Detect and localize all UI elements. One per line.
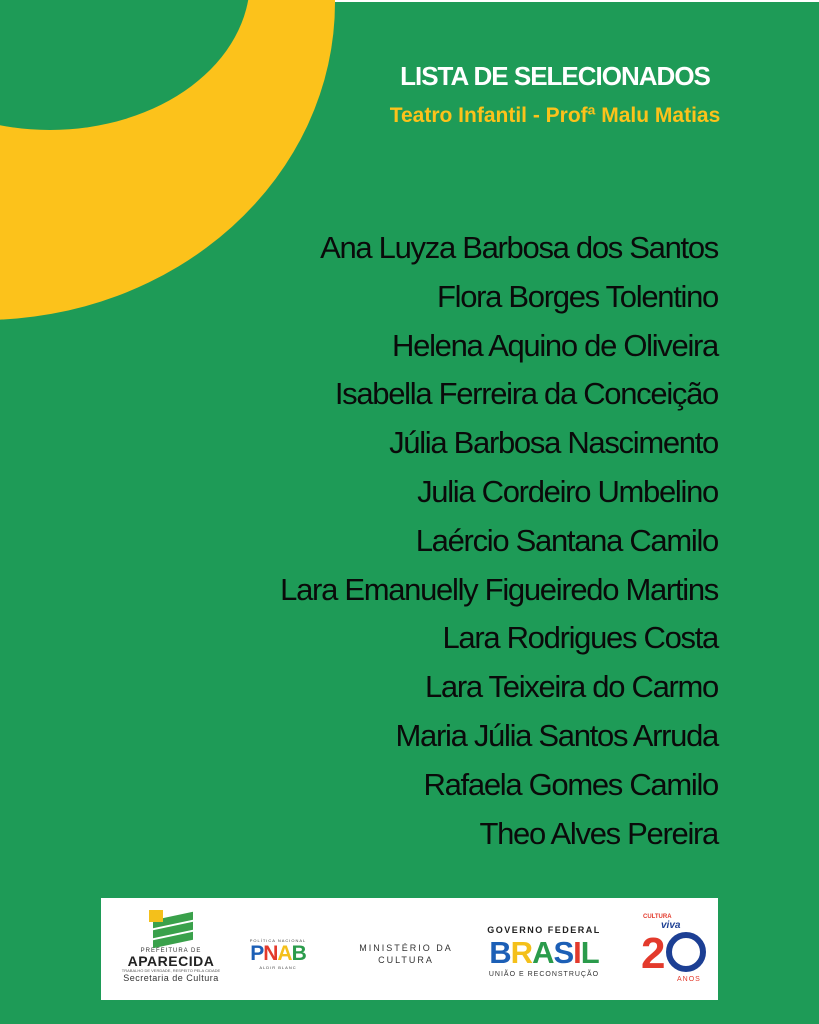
list-item: Isabella Ferreira da Conceição (334, 376, 718, 412)
pnab-logo (243, 938, 313, 970)
list-item: Lara Emanuelly Figueiredo Martins (280, 571, 718, 607)
list-item: Helena Aquino de Oliveira (392, 327, 718, 363)
governo-bottom-text: UNIÃO E RECONSTRUÇÃO (488, 971, 600, 978)
decorative-arc-hole (0, 0, 250, 130)
list-item: Theo Alves Pereira (479, 815, 718, 851)
sponsor-footer (101, 898, 718, 1000)
list-item: Júlia Barbosa Nascimento (389, 425, 718, 461)
cultura-viva-script: viva (661, 920, 681, 931)
pnab-bottom-text: ALDIR BLANC (259, 965, 297, 970)
list-item: Lara Teixeira do Carmo (424, 669, 718, 705)
list-item: Lara Rodrigues Costa (442, 620, 718, 656)
pnab-top-text: POLÍTICA NACIONAL (249, 938, 307, 943)
cultura-viva-zero-icon (666, 932, 706, 972)
aparecida-name: APARECIDA (127, 953, 215, 969)
governo-top-text: GOVERNO FEDERAL (487, 925, 601, 935)
list-item: Julia Cordeiro Umbelino (417, 473, 718, 509)
list-item: Maria Júlia Santos Arruda (395, 717, 718, 753)
header (340, 58, 770, 134)
ministerio-cultura-logo (351, 942, 461, 966)
cultura-viva-anos: ANOS (677, 976, 701, 983)
brasil-wordmark: BRASIL (489, 935, 599, 970)
aparecida-tagline: TRABALHO DE VERDADE, RESPEITO PELA CIDADE (121, 968, 221, 973)
aparecida-flag-icon (149, 910, 193, 944)
page-subtitle: Teatro Infantil - Profª Malu Matias (389, 104, 721, 127)
ministerio-line1: MINISTÉRIO DA (359, 943, 453, 953)
list-item: Laércio Santana Camilo (415, 522, 718, 558)
aparecida-top-text: PREFEITURA DE (140, 948, 202, 954)
aparecida-logo (115, 910, 227, 983)
page-title: LISTA DE SELECIONADOS (400, 61, 710, 91)
list-item: Ana Luyza Barbosa dos Santos (320, 230, 718, 265)
list-item: Flora Borges Tolentino (436, 278, 718, 314)
pnab-wordmark: PNAB (250, 942, 306, 965)
cultura-viva-two: 2 (641, 929, 666, 978)
cultura-viva-label: CULTURA (643, 914, 672, 920)
list-item: Rafaela Gomes Camilo (423, 766, 718, 802)
aparecida-secretaria: Secretaria de Cultura (123, 973, 219, 983)
ministerio-line2: CULTURA (378, 955, 434, 965)
governo-federal-logo (469, 925, 619, 978)
cultura-viva-logo (639, 912, 713, 992)
selected-names-list (78, 224, 718, 858)
